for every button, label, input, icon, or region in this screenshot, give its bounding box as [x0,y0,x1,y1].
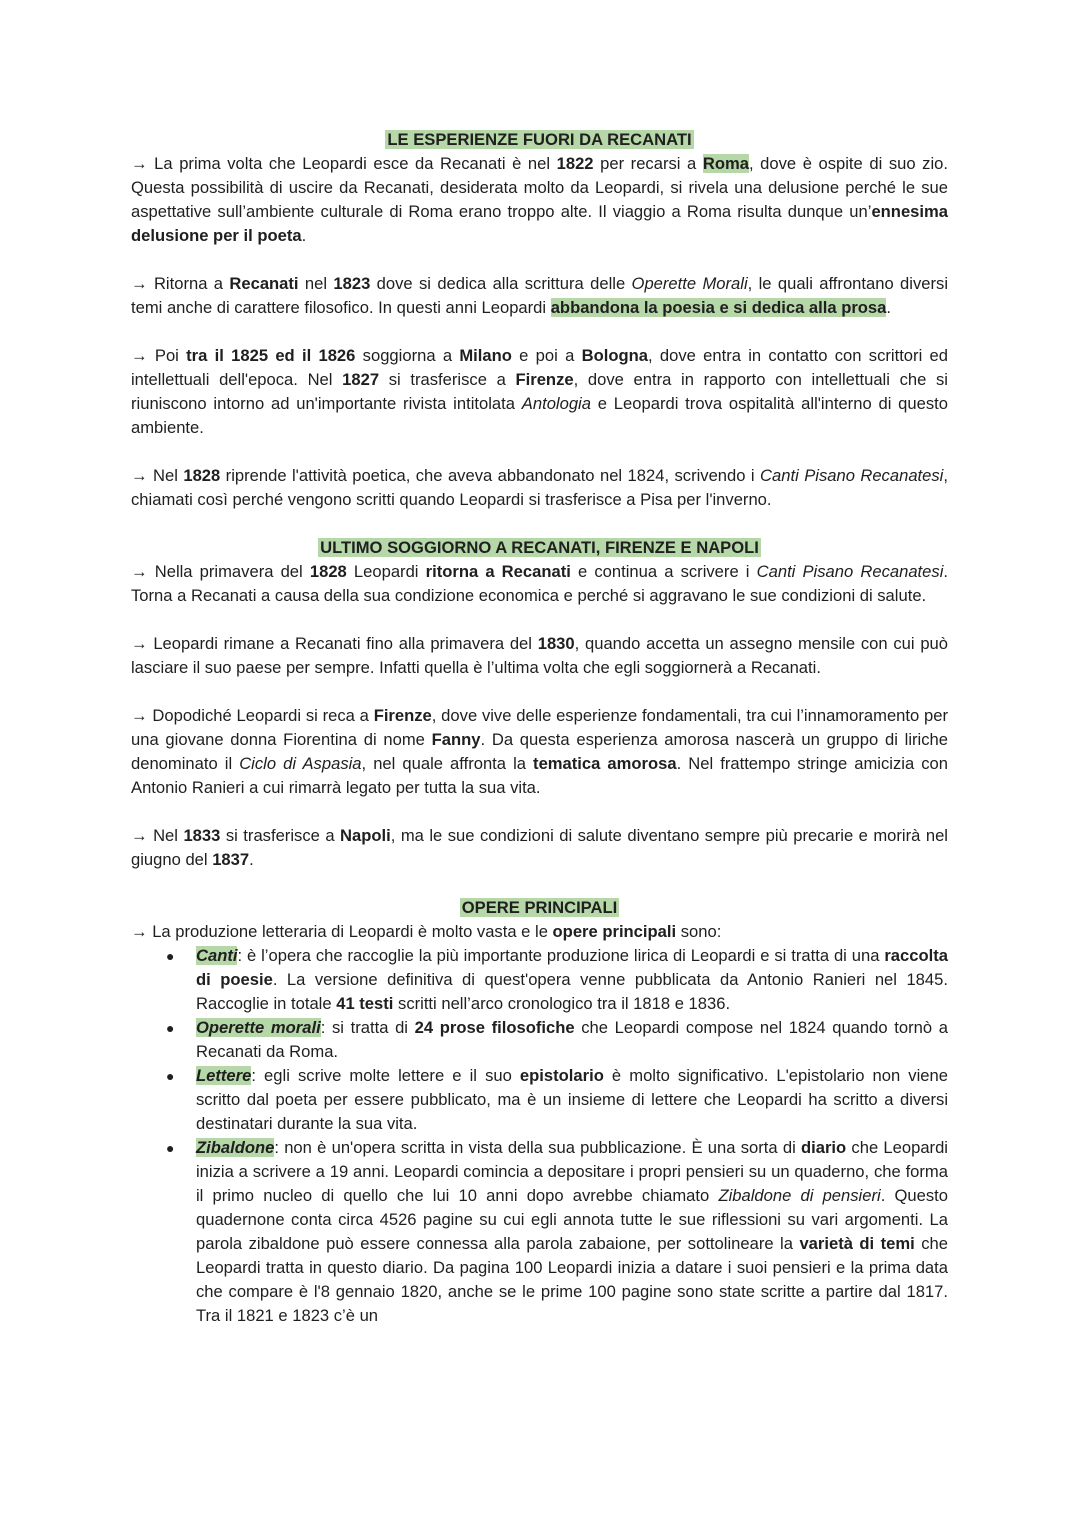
list-item [166,1016,948,1064]
text-run: , quando accetta un assegno mensile con cui può lasciare il suo paese per sempre. Infatti quella è l’ultima volta che egli soggiornerà a Recanati. [131,634,949,677]
italic-text: Zibaldone di pensieri [718,1186,881,1205]
section-esperienze [131,128,948,512]
text-run: . Torna a Recanati a causa della sua condizione economica e perché si aggravano le sue condizioni di salute. [131,562,949,605]
bold-text: 1828 [183,466,221,485]
text-run: → Nel [131,826,184,845]
text-run: . La versione definitiva di quest'opera venne pubblicata da Antonio Ranieri nel 1845. Raccoglie in totale [196,970,948,1013]
text-run: , chiamati così perché vengono scritti quando Leopardi si trasferisce a Pisa per l'inverno. [131,466,948,509]
text-run: → Poi [131,346,187,365]
list-item-text [196,1018,948,1061]
text-run: → La produzione letteraria di Leopardi è molto vasta e le [131,922,553,941]
text-run: , dove entra in contatto con scrittori ed intellettuali dell'epoca. Nel [131,346,948,389]
highlighted-text: Canti [196,946,238,965]
text-run: → Nella primavera del [131,562,310,581]
bold-text: 1837 [212,850,250,869]
text-run: dove si dedica alla scrittura delle [370,274,632,293]
heading-text: ULTIMO SOGGIORNO A RECANATI, FIRENZE E NAPOLI [320,538,759,557]
text-run: → La prima volta che Leopardi esce da Recanati è nel [131,154,557,173]
highlighted-text: Operette morali [196,1018,321,1037]
italic-text: Operette Morali [631,274,748,293]
paragraph [131,560,948,608]
section-heading [131,128,948,152]
text-run: → Dopodiché Leopardi si reca a [131,706,374,725]
bold-text: varietà di temi [799,1234,915,1253]
text-run: . Nel frattempo stringe amicizia con Antonio Ranieri a cui rimarrà legato per tutta la sua vita. [131,754,948,797]
bold-text: raccolta di poesie [196,946,948,989]
bold-text: tematica amorosa [533,754,677,773]
bullet-icon: ● [166,948,175,964]
paragraph [131,824,948,872]
section-ultimo-soggiorno [131,536,948,872]
bold-text: Fanny [431,730,481,749]
text-run: . [249,850,254,869]
text-run: → Ritorna a [131,274,230,293]
list-item-text [196,946,948,1013]
italic-text: Ciclo di Aspasia [239,754,362,773]
italic-text: Canti Pisano Recanatesi [760,466,944,485]
text-run: è molto significativo. L'epistolario non viene scritto dal poeta per essere pubblicato, ma è un insieme di lettere che Leopardi ha scritto a diversi destinatari durante la sua vita. [196,1066,948,1133]
section-heading [131,536,948,560]
paragraph [131,152,948,248]
paragraph [131,272,948,320]
text-run: : egli scrive molte lettere e il suo [251,1066,520,1085]
text-run: per recarsi a [593,154,703,173]
text-run: si trasferisce a [220,826,341,845]
bold-text: 1823 [333,274,371,293]
text-run: nel [298,274,334,293]
text-run: sono: [676,922,722,941]
text-run: e continua a scrivere i [570,562,757,581]
paragraph [131,704,948,800]
bold-text: opere principali [552,922,677,941]
bullet-icon: ● [166,1020,175,1036]
bold-text: ennesima delusione per il poeta [131,202,948,245]
list-item-text [196,1138,948,1325]
text-run: , ma le sue condizioni di salute diventano sempre più precarie e morirà nel giugno del [131,826,948,869]
highlighted-text: abbandona la poesia e si dedica alla prosa [550,298,887,317]
bold-text: Recanati [229,274,299,293]
highlighted-text: Roma [702,154,749,173]
highlighted-text: Lettere [196,1066,252,1085]
bold-text: 1822 [556,154,594,173]
text-run: , dove vive delle esperienze fondamentali, tra cui l’innamoramento per una giovane donna Fiorentina di nome [131,706,948,749]
bold-text: Napoli [340,826,391,845]
text-run: . [886,298,892,317]
text-run: , dove è ospite di suo zio. Questa possibilità di uscire da Recanati, desiderata molto da Leopardi, si rivela una delusione perché le sue aspettative sull’ambiente culturale di Roma erano troppo alte. Il viaggio a Roma risulta dunque un’ [131,154,948,221]
bold-text: epistolario [519,1066,604,1085]
text-run: : non è un'opera scritta in vista della sua pubblicazione. È una sorta di [274,1138,801,1157]
text-run: scritti nell’arco cronologico tra il 1818 e 1836. [393,994,731,1013]
text-run: → Leopardi rimane a Recanati fino alla primavera del [131,634,538,653]
list-item [166,1136,948,1328]
list-item-text [196,1066,948,1133]
bold-text: 24 prose filosofiche [414,1018,575,1037]
text-run: che Leopardi tratta in questo diario. Da pagina 100 Leopardi inizia a datare i suoi pensieri e la prima data che compare è l'8 gennaio 1820, anche se le prime 100 pagine sono state scritte a partire dal 1817. Tra il 1821 e 1823 c’è un [196,1234,948,1325]
text-run: . Questo quadernone conta circa 4526 pagine su cui egli annota tutte le sue riflessioni su vari argomenti. La parola zibaldone può essere connessa alla parola zabaione, per sottolineare la [196,1186,948,1253]
works-list [131,944,948,1328]
bold-text: 41 testi [336,994,394,1013]
text-run: che Leopardi inizia a scrivere a 19 anni. Leopardi comincia a depositare i propri pensieri su un quaderno, che forma il primo nucleo di quello che lui 10 anni dopo avrebbe chiamato [196,1138,948,1205]
text-run: → Nel [131,466,184,485]
bold-text: 1827 [342,370,380,389]
bold-text: Milano [459,346,512,365]
bold-text: Firenze [373,706,432,725]
bold-text: Firenze [515,370,574,389]
document-body [131,128,948,1328]
text-run: e Leopardi trova ospitalità all'interno di questo ambiente. [131,394,948,437]
bullet-icon: ● [166,1068,175,1084]
text-run: , nel quale affronta la [361,754,534,773]
section-heading [131,896,948,920]
heading-text: LE ESPERIENZE FUORI DA RECANATI [387,130,692,149]
text-run: si trasferisce a [379,370,516,389]
bold-text: diario [801,1138,847,1157]
paragraph [131,464,948,512]
text-run: Leopardi [346,562,426,581]
bullet-icon: ● [166,1140,175,1156]
italic-text: Canti Pisano Recanatesi [756,562,944,581]
bold-text: ritorna a Recanati [425,562,571,581]
heading-text: OPERE PRINCIPALI [461,898,618,917]
paragraph [131,344,948,440]
text-run: . [301,226,307,245]
highlighted-text: Zibaldone [196,1138,275,1157]
text-run: : si tratta di [320,1018,415,1037]
text-run: soggiorna a [355,346,460,365]
bold-text: tra il 1825 ed il 1826 [186,346,356,365]
bold-text: 1830 [537,634,575,653]
text-run: . Da questa esperienza amorosa nascerà un gruppo di liriche denominato il [131,730,948,773]
text-run: , le quali affrontano diversi temi anche di carattere filosofico. In questi anni Leopardi [131,274,949,317]
text-run: , dove entra in rapporto con intellettuali che si riuniscono intorno ad un'importante rivista intitolata [131,370,948,413]
text-run: riprende l'attività poetica, che aveva abbandonato nel 1824, scrivendo i [220,466,761,485]
list-item [166,944,948,1016]
section-opere-principali [131,896,948,1328]
bold-text: 1833 [183,826,221,845]
text-run: che Leopardi compose nel 1824 quando tornò a Recanati da Roma. [196,1018,948,1061]
text-run: : è l’opera che raccoglie la più importante produzione lirica di Leopardi e si tratta di una [237,946,885,965]
paragraph [131,920,948,944]
paragraph [131,632,948,680]
text-run: e poi a [511,346,582,365]
bold-text: Bologna [581,346,648,365]
bold-text: 1828 [309,562,347,581]
list-item [166,1064,948,1136]
italic-text: Antologia [521,394,591,413]
